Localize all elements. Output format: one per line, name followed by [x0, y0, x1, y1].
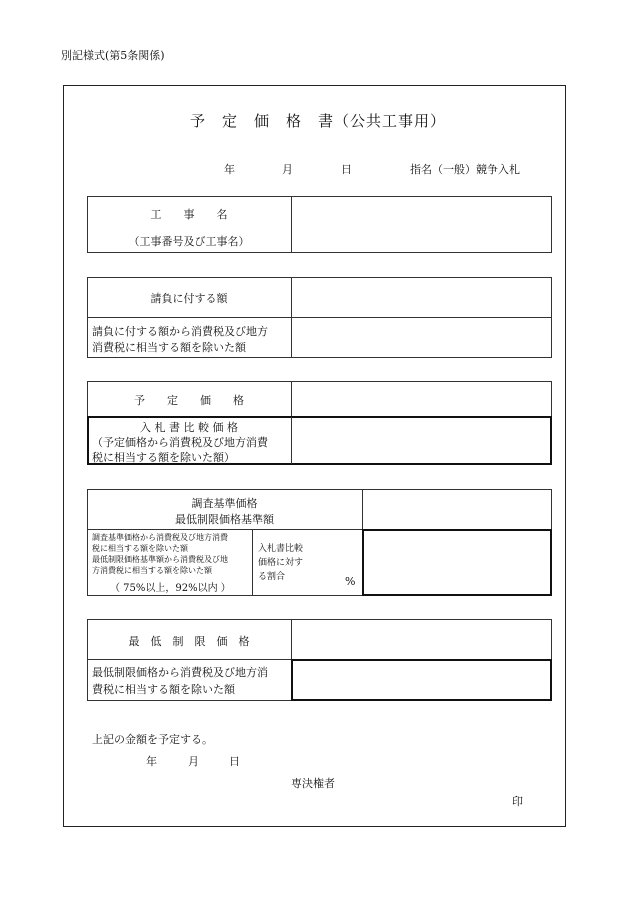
minimum-limit-excl-tax-label-2: 費税に相当する額を除いた額 — [92, 683, 235, 696]
percent-sign: % — [345, 575, 356, 588]
footer-day: 日 — [229, 755, 240, 768]
date-day: 日 — [341, 163, 352, 176]
bid-comparison-price-label: 入 札 書 比 較 価 格 — [140, 421, 238, 434]
detail-line-2: 税に相当する額を除いた額 — [92, 544, 188, 553]
seal-mark: 印 — [512, 795, 523, 808]
ratio-label-3: る割合 — [258, 572, 286, 582]
footer-statement: 上記の金額を予定する。 — [92, 733, 213, 746]
authority-label: 専決権者 — [291, 777, 335, 790]
detail-line-3: 最低制限価格基準額から消費税及び地 — [92, 555, 228, 564]
minimum-limit-standard-label: 最低制限価格基準額 — [175, 513, 274, 526]
contract-amount-label: 請負に付する額 — [150, 292, 228, 305]
detail-range: （ 75%以上，92%以内 ） — [110, 583, 231, 594]
bid-type: 指名（一般）競争入札 — [410, 163, 520, 176]
date-month: 月 — [282, 163, 293, 176]
investigation-standard-label: 調査基準価格 — [191, 497, 258, 510]
divider — [291, 417, 292, 464]
bid-comparison-price-note-2: 税に相当する額を除いた額） — [92, 451, 235, 464]
project-number-sublabel: （工事番号及び工事名） — [128, 235, 250, 248]
detail-line-1: 調査基準価格から消費税及び地方消費 — [92, 533, 228, 542]
ratio-value-box — [362, 529, 552, 596]
project-name-label: 工 事 名 — [150, 208, 228, 221]
minimum-limit-excl-tax-value-box — [291, 659, 552, 701]
divider — [291, 381, 292, 417]
divider — [87, 529, 362, 530]
ratio-label-1: 入札書比較 — [258, 544, 304, 554]
planned-price-label: 予 定 価 格 — [134, 394, 244, 407]
date-year: 年 — [224, 163, 235, 176]
divider — [252, 529, 253, 596]
form-title: 予 定 価 格 書（公共工事用） — [190, 112, 447, 130]
form-header-note: 別記様式(第5条関係) — [61, 49, 165, 62]
divider — [291, 619, 292, 660]
divider — [291, 277, 292, 358]
divider — [291, 196, 292, 253]
ratio-label-2: 価格に対す — [258, 558, 304, 568]
contract-amount-excl-tax-label-1: 請負に付する額から消費税及び地方 — [92, 325, 268, 338]
detail-line-4: 方消費税に相当する額を除いた額 — [92, 566, 212, 575]
footer-year: 年 — [146, 755, 157, 768]
divider — [87, 317, 552, 318]
minimum-limit-excl-tax-label-1: 最低制限価格から消費税及び地方消 — [92, 666, 268, 679]
contract-amount-excl-tax-label-2: 消費税に相当する額を除いた額 — [92, 341, 246, 354]
footer-month: 月 — [188, 755, 199, 768]
minimum-limit-price-label: 最 低 制 限 価 格 — [128, 635, 250, 648]
bid-comparison-price-note-1: （予定価格から消費税及び地方消費 — [92, 436, 268, 449]
